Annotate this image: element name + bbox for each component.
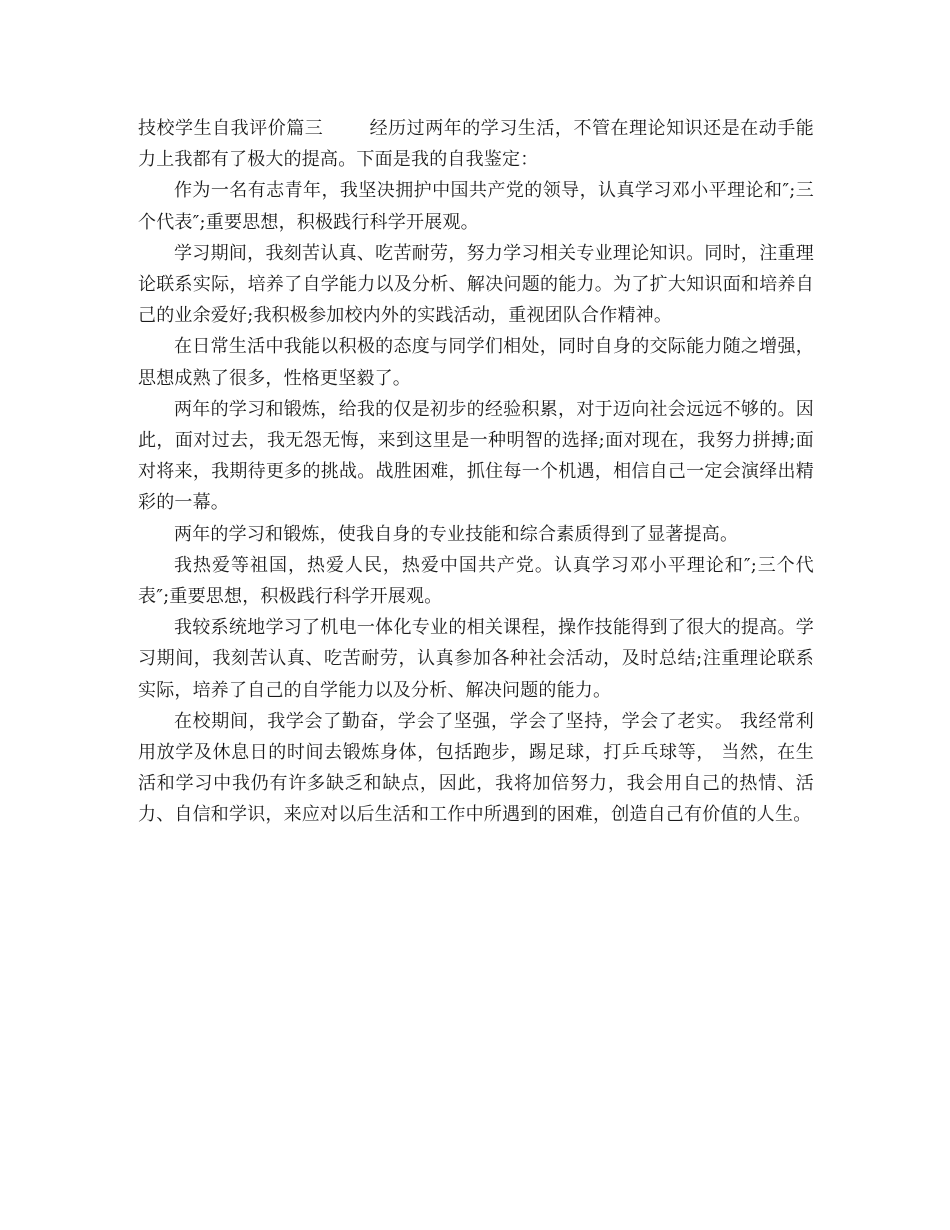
paragraph-3: 在日常生活中我能以积极的态度与同学们相处，同时自身的交际能力随之增强，思想成熟了很多，性格更坚毅了。 (138, 336, 814, 389)
paragraph-5: 两年的学习和锻炼，使我自身的专业技能和综合素质得到了显著提高。 (174, 523, 739, 545)
paragraph-2: 学习期间，我刻苦认真、吃苦耐劳，努力学习相关专业理论知识。同时，注重理论联系实际，培养了自学能力以及分析、解决问题的能力。为了扩大知识面和培养自己的业余爱好;我积极参加校内外的实践活动，重视团队合作精神。 (138, 242, 814, 327)
title-paragraph (138, 113, 814, 175)
document-body (138, 113, 814, 831)
paragraph-7: 我较系统地学习了机电一体化专业的相关课程，操作技能得到了很大的提高。学习期间，我刻苦认真、吃苦耐劳，认真参加各种社会活动，及时总结;注重理论联系实际，培养了自己的自学能力以及分析、解决问题的能力。 (138, 617, 814, 701)
paragraph-6: 我热爱等祖国，热爱人民，热爱中国共产党。认真学习邓小平理论和″;三个代表″;重要思想，积极践行科学开展观。 (138, 554, 814, 608)
paragraph-1: 作为一名有志青年，我坚决拥护中国共产党的领导，认真学习邓小平理论和″;三个代表″;重要思想，积极践行科学开展观。 (138, 180, 814, 233)
paragraph-4: 两年的学习和锻炼，给我的仅是初步的经验积累，对于迈向社会远远不够的。因此，面对过去，我无怨无悔，来到这里是一种明智的选择;面对现在，我努力拼搏;面对将来，我期待更多的挑战。战胜困难，抓住每一个机遇，相信自己一定会演绎出精彩的一幕。 (138, 398, 814, 514)
intro-text: 经历过两年的学习生活，不管在理论知识还是在动手能力上我都有了极大的提高。下面是我的自我鉴定： (138, 118, 814, 171)
paragraph-8: 在校期间，我学会了勤奋，学会了坚强，学会了坚持，学会了老实。 我经常利用放学及休息日的时间去锻炼身体，包括跑步，踢足球，打乒乓球等， 当然，在生活和学习中我仍有许多缺乏和缺点，因此，我将加倍努力，我会用自己的热情、活力、自信和学识，来应对以后生活和工作中所遇到的困难，创造自己有价值的人生。 (138, 710, 814, 826)
document-title: 技校学生自我评价篇三 (138, 118, 324, 139)
